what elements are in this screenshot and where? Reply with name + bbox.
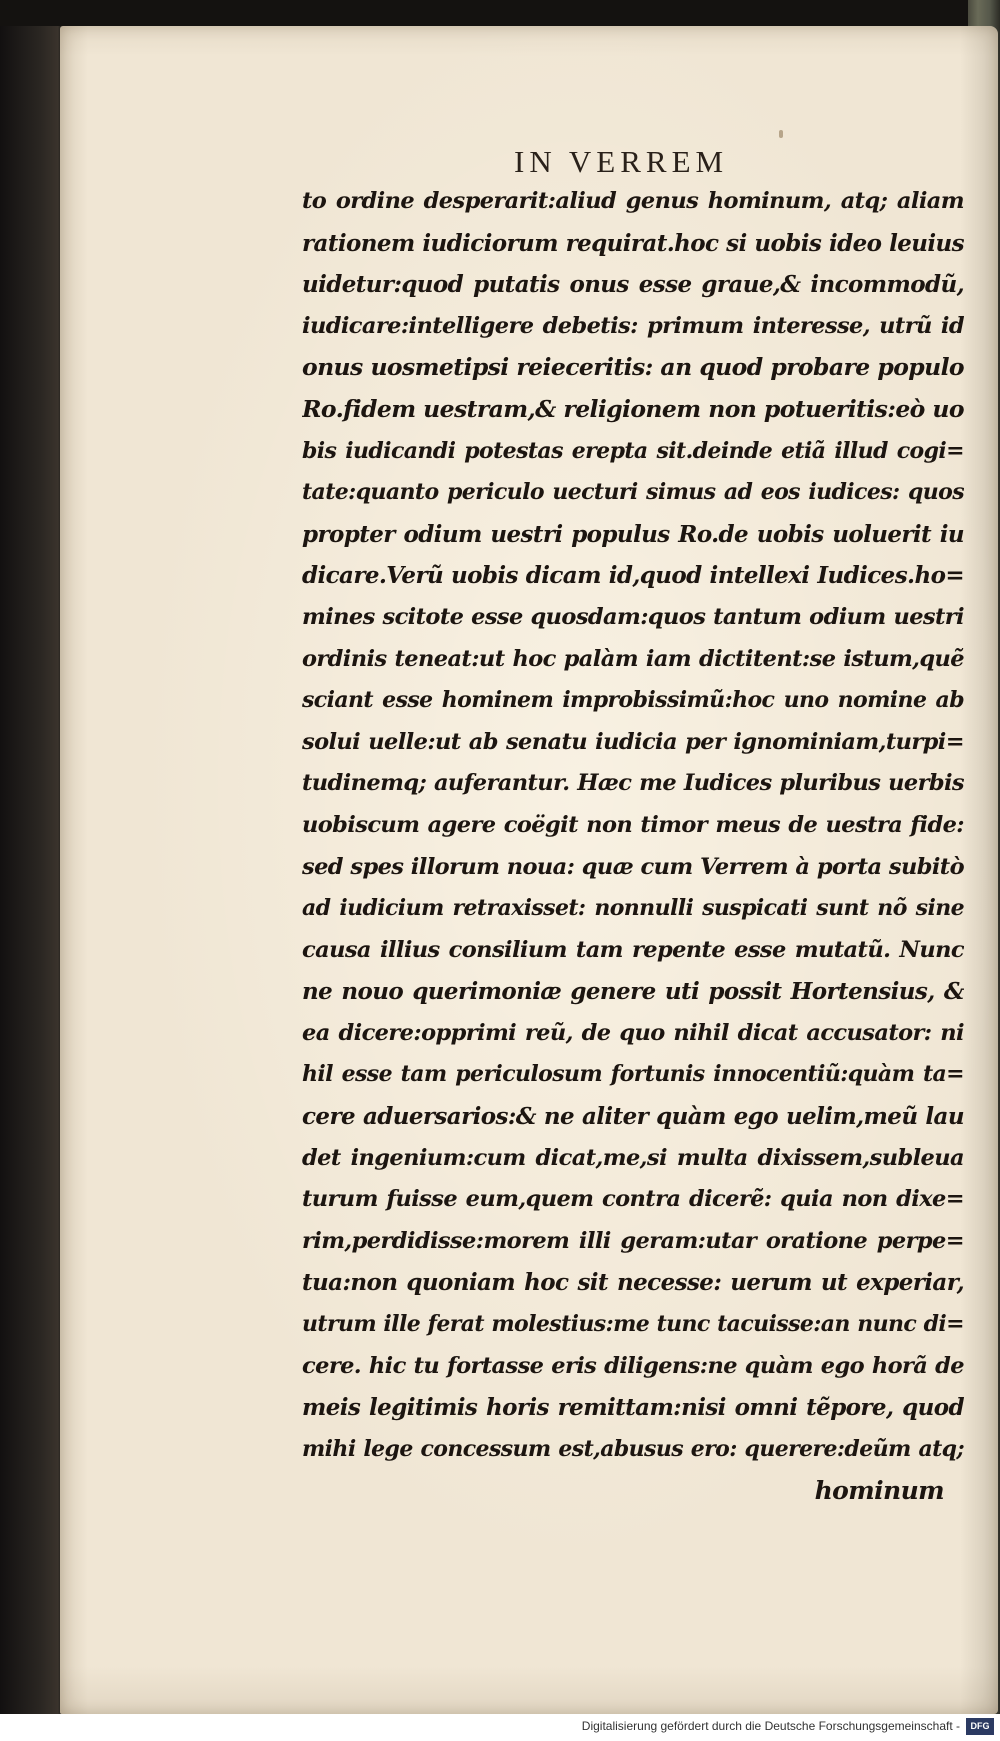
digitization-footer — [0, 1714, 1000, 1741]
text-line: onus uosmetipsi reieceritis: an quod probare populo — [302, 353, 964, 382]
text-line: meis legitimis horis remittam:nisi omni tẽpore, quod — [302, 1394, 964, 1422]
text-line: to ordine desperarit:aliud genus hominum, atq; aliam — [302, 188, 964, 214]
text-line: bis iudicandi potestas erepta sit.deinde etiã illud cogi= — [302, 437, 964, 464]
text-line: causa illius consilium tam repente esse mutatũ. Nunc — [302, 936, 964, 963]
dfg-credit-text: Digitalisierung gefördert durch die Deutsche Forschungsgemeinschaft - — [581, 1719, 960, 1733]
paper-fleck — [779, 130, 783, 138]
text-line: tua:non quoniam hoc sit necesse: uerum ut experiar, — [302, 1269, 964, 1297]
text-line: sciant esse hominem improbissimũ:hoc uno nomine ab — [302, 687, 964, 714]
text-line: ordinis teneat:ut hoc palàm iam dictitent:se istum,quẽ — [302, 645, 964, 672]
text-line: mihi lege concessum est,abusus ero: querere:deũm atq; — [302, 1435, 964, 1462]
text-line: ad iudicium retraxisset: nonnulli suspicati sunt nõ sine — [302, 895, 964, 922]
text-line: iudicare:intelligere debetis: primum interesse, utrũ id — [302, 312, 964, 339]
text-line: ne nouo querimoniæ genere uti possit Hortensius, & — [302, 978, 964, 1006]
text-line: tudinemq; auferantur. Hæc me Iudices pluribus uerbis — [302, 770, 964, 797]
dfg-logo-icon: DFG — [966, 1718, 994, 1735]
text-line: Ro.fidem uestram,& religionem non potueritis:eò uo — [302, 394, 964, 423]
text-block — [302, 181, 964, 1512]
text-line: tate:quanto periculo uecturi simus ad eos iudices: quos — [302, 479, 964, 506]
text-line: cere aduersarios:& ne aliter quàm ego uelim,meũ lau — [302, 1103, 964, 1131]
text-line: rim,perdidisse:morem illi geram:utar oratione perpe= — [302, 1227, 964, 1254]
text-line: solui uelle:ut ab senatu iudicia per ignominiam,turpi= — [302, 728, 964, 755]
text-line: hil esse tam periculosum fortunis innocentiũ:quàm ta= — [302, 1061, 964, 1088]
text-line: ea dicere:opprimi reũ, de quo nihil dicat accusator: ni — [302, 1019, 964, 1046]
text-line: turum fuisse eum,quem contra dicerẽ: quia non dixe= — [302, 1186, 964, 1213]
text-line: mines scitote esse quosdam:quos tantum odium uestri — [302, 603, 964, 630]
text-line: uobiscum agere coëgit non timor meus de uestra fide: — [302, 811, 964, 838]
running-head: IN VERREM — [514, 144, 729, 179]
text-line: propter odium uestri populus Ro.de uobis uoluerit iu — [302, 520, 964, 548]
text-line: sed spes illorum noua: quæ cum Verrem à porta subitò — [302, 853, 964, 880]
text-line: cere. hic tu fortasse eris diligens:ne quàm ego horã de — [302, 1352, 964, 1379]
text-line: utrum ille ferat molestius:me tunc tacuisse:an nunc di= — [302, 1311, 964, 1338]
text-line: uidetur:quod putatis onus esse graue,& incommodũ, — [302, 271, 964, 299]
text-line: dicare.Verũ uobis dicam id,quod intellexi Iudices.ho= — [302, 562, 964, 590]
text-line: rationem iudiciorum requirat.hoc si uobis ideo leuius — [302, 229, 964, 257]
text-line: hominum — [814, 1476, 944, 1506]
text-line: det ingenium:cum dicat,me,si multa dixissem,subleua — [302, 1144, 964, 1171]
book-cover-top-edge — [0, 0, 1000, 26]
